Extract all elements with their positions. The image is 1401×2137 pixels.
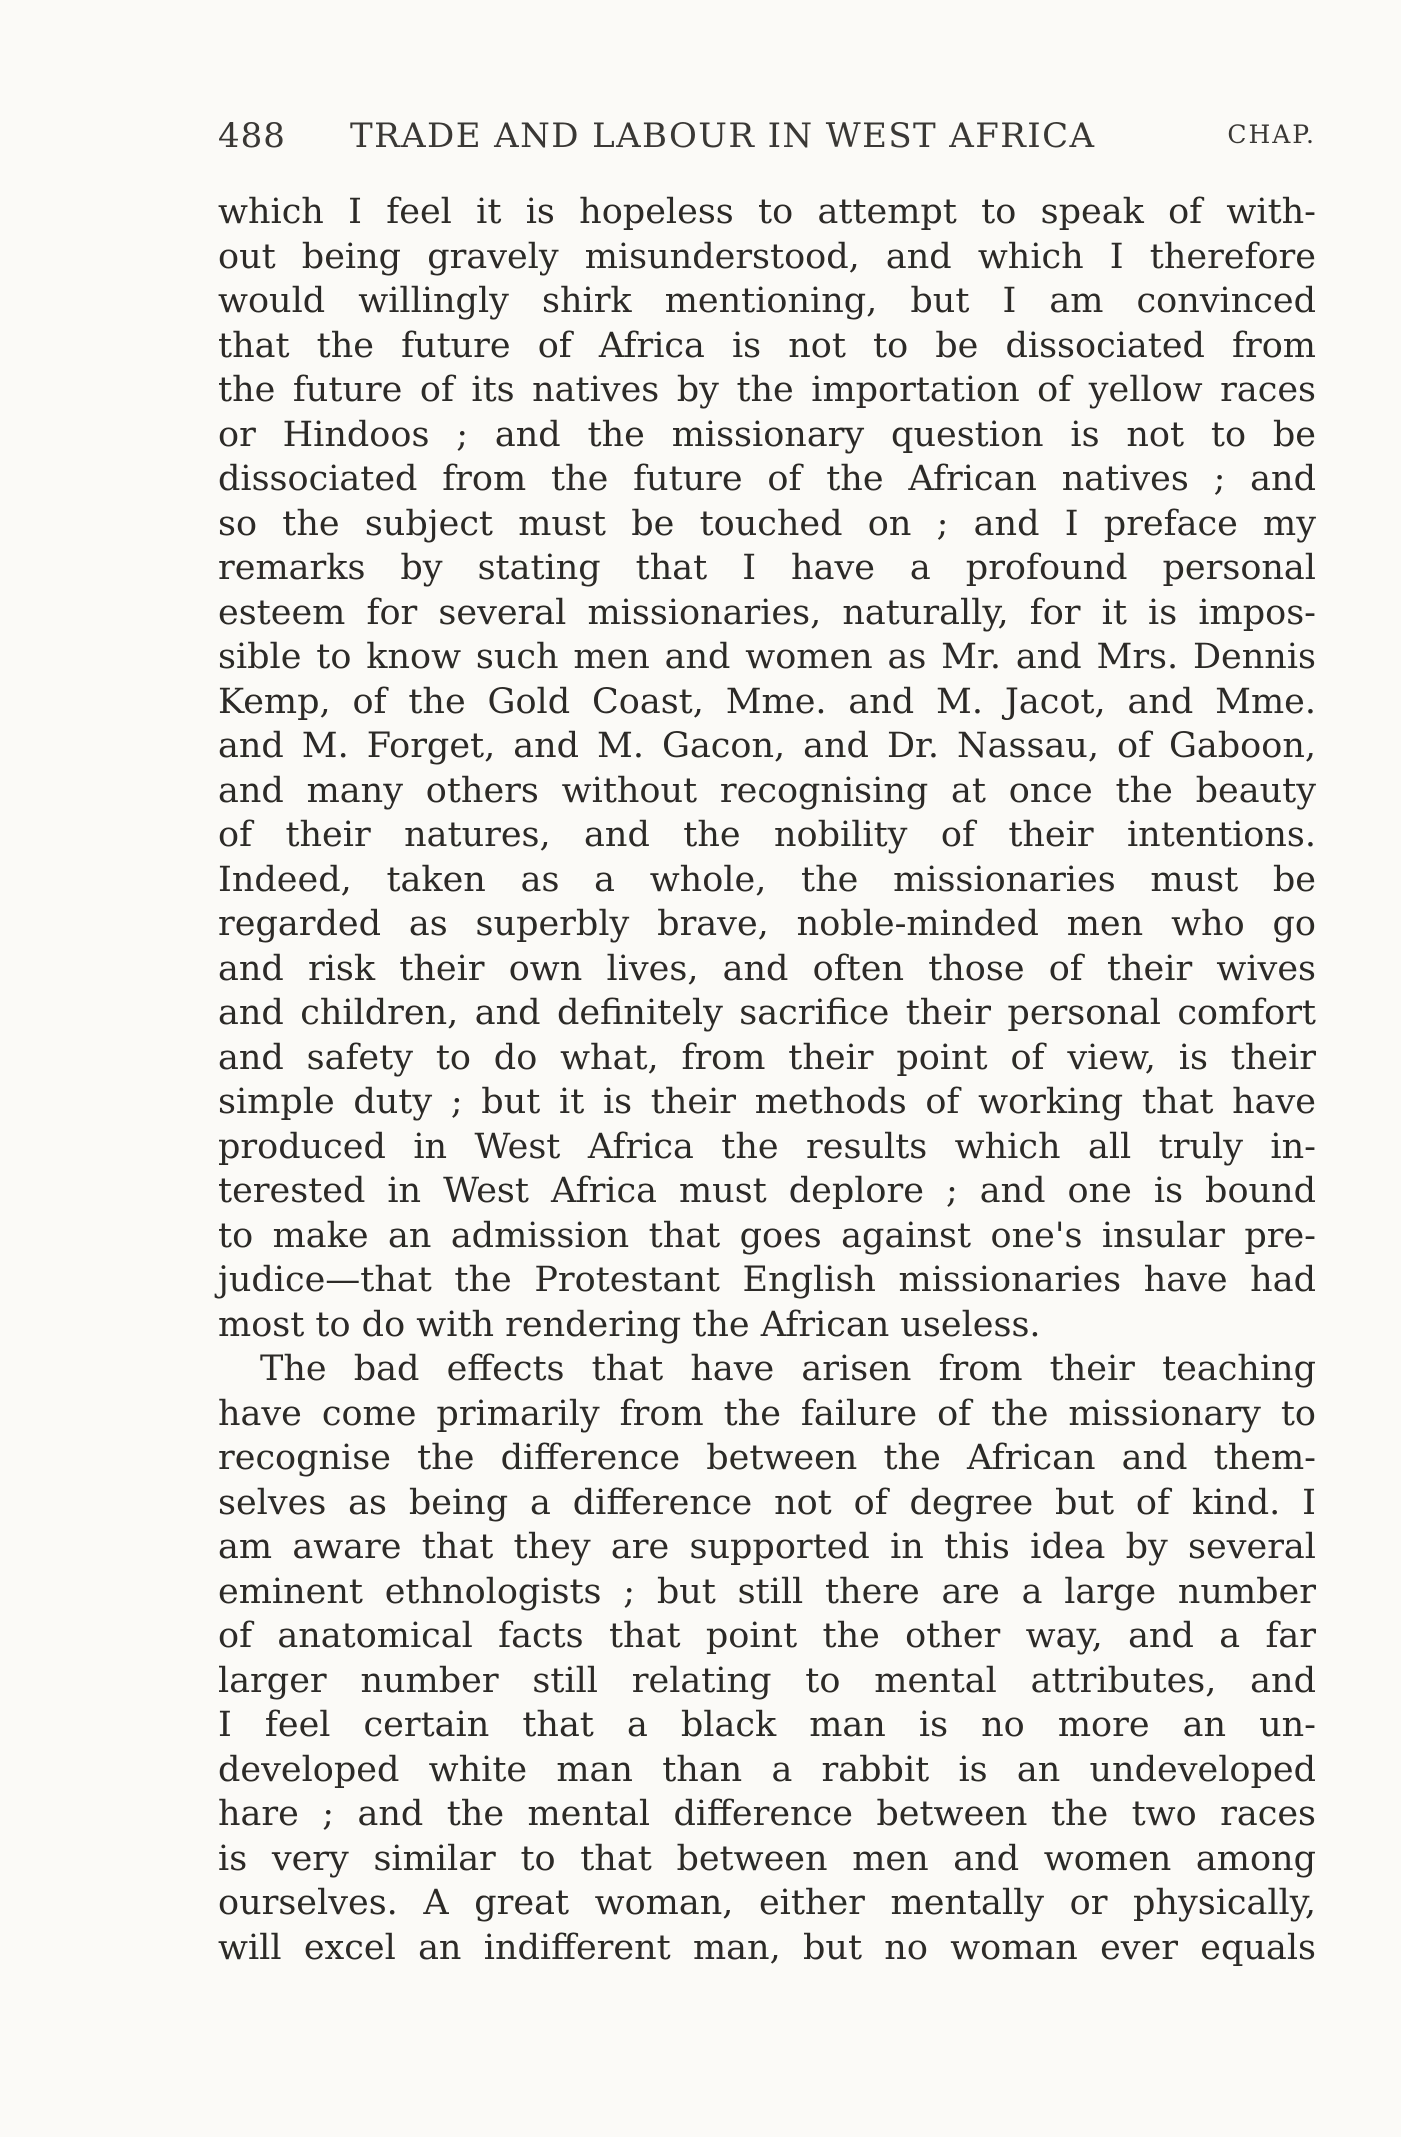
text-line: to make an admission that goes against one's insular pre- [218,1215,1316,1256]
text-line: would willingly shirk mentioning, but I am convinced [218,281,1316,321]
page-number: 488 [218,116,286,156]
text-line: regarded as superbly brave, noble-minded men who go [218,904,1316,944]
text-line: terested in West Africa must deplore ; and one is bound [218,1171,1316,1211]
text-line: of their natures, and the nobility of their intentions. [218,815,1316,855]
text-line: will excel an indifferent man, but no woman ever equals [218,1927,1316,1968]
text-line: produced in West Africa the results which all truly in- [218,1126,1316,1167]
text-line: remarks by stating that I have a profound personal [218,548,1316,588]
text-line: I feel certain that a black man is no more an un- [218,1705,1316,1745]
text-line: that the future of Africa is not to be dissociated from [218,325,1316,366]
text-line: so the subject must be touched on ; and I preface my [218,503,1316,544]
text-line: recognise the difference between the African and them- [218,1438,1316,1478]
text-line: Kemp, of the Gold Coast, Mme. and M. Jacot, and Mme. [218,681,1316,722]
running-head [218,116,1316,166]
text-line: most to do with rendering the African useless. [218,1304,1041,1345]
text-line: or Hindoos ; and the missionary question is not to be [218,414,1316,455]
text-line: out being gravely misunderstood, and which I therefore [218,236,1316,277]
text-line: which I feel it is hopeless to attempt to speak of with- [218,192,1316,232]
text-line: and children, and definitely sacrifice their personal comfort [218,993,1316,1033]
text-line: selves as being a difference not of degree but of kind. I [218,1482,1316,1523]
text-line: have come primarily from the failure of the missionary to [218,1393,1316,1434]
text-line: of anatomical facts that point the other way, and a far [218,1616,1316,1656]
text-line: am aware that they are supported in this idea by several [218,1527,1316,1567]
text-line: sible to know such men and women as Mr. and Mrs. Dennis [218,637,1316,677]
text-line: The bad effects that have arisen from their teaching [260,1349,1316,1389]
text-line: developed white man than a rabbit is an undeveloped [218,1749,1316,1790]
text-line: ourselves. A great woman, either mentally or physically, [218,1883,1316,1923]
text-line: simple duty ; but it is their methods of working that have [218,1082,1316,1122]
text-line: and M. Forget, and M. Gacon, and Dr. Nassau, of Gaboon, [218,726,1316,766]
text-line: eminent ethnologists ; but still there are a large number [218,1571,1316,1612]
text-line: is very similar to that between men and women among [218,1838,1316,1879]
running-title: TRADE AND LABOUR IN WEST AFRICA [350,116,1096,156]
text-line: Indeed, taken as a whole, the missionaries must be [218,859,1316,900]
text-line: the future of its natives by the importation of yellow races [218,370,1316,410]
text-line: and safety to do what, from their point of view, is their [218,1037,1316,1078]
text-line: and risk their own lives, and often those of their wives [218,948,1316,989]
body-text [218,190,1316,1970]
text-line: judice—that the Protestant English missionaries have had [218,1260,1316,1300]
text-line: and many others without recognising at once the beauty [218,770,1316,811]
text-line: dissociated from the future of the African natives ; and [218,459,1316,499]
text-line: hare ; and the mental difference between the two races [218,1794,1316,1834]
text-line: esteem for several missionaries, naturally, for it is impos- [218,592,1316,633]
chapter-mark: CHAP. [1227,120,1316,149]
text-line: larger number still relating to mental attributes, and [218,1660,1316,1701]
